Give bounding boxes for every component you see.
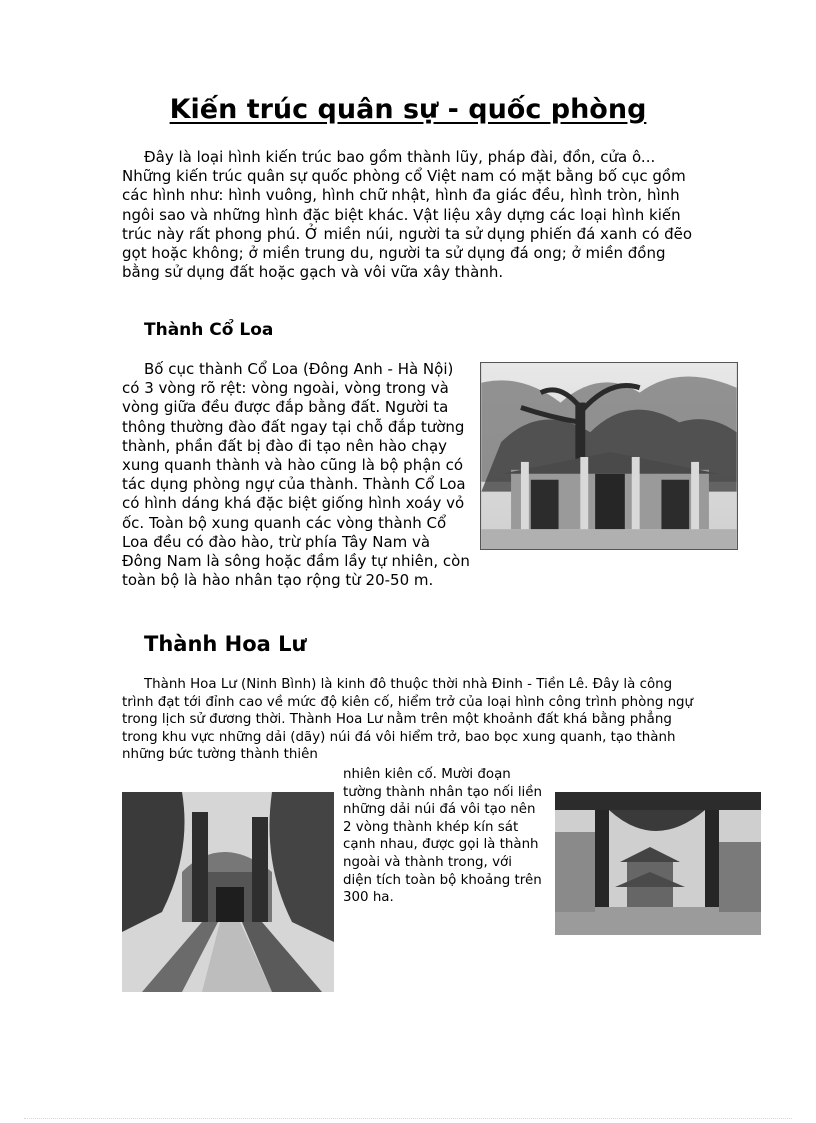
co-loa-text: Bố cục thành Cổ Loa (Đông Anh - Hà Nội) có 3 vòng rõ rệt: vòng ngoài, vòng trong và vòng giữa đều được đắp bằng đất. Người ta thông thường đào đất ngay tại chỗ đắp tường thành, phần đất bị đào đi tạo nên hào chạy xung quanh thành và hào cũng là bộ phận có tác dụng phòng ngự của thành. Thành Cổ Loa có hình dáng khá đặc biệt giống hình xoáy vỏ ốc. Toàn bộ xung quanh các vòng thành Cổ Loa đều có đào hào, trừ phía Tây Nam và Đông Nam là sông hoặc đầm lầy tự nhiên, còn toàn bộ là hào nhân tạo rộng từ 20-50 m. [122, 360, 470, 590]
section-heading-co-loa: Thành Cổ Loa [144, 320, 274, 340]
hoa-lu-paragraph-column [343, 766, 543, 907]
hoa-lu-paragraph-top [122, 676, 694, 764]
intro-paragraph [122, 148, 692, 282]
hoa-lu-right-photo [555, 792, 761, 935]
hoa-lu-left-photo [122, 792, 334, 992]
co-loa-photo [480, 362, 738, 550]
section-heading-hoa-lu: Thành Hoa Lư [144, 632, 307, 656]
bottom-dotted-rule [24, 1118, 792, 1119]
hoa-lu-text-column: nhiên kiên cố. Mười đoạn tường thành nhân tạo nối liền những dải núi đá vôi tạo nên 2 vòng thành khép kín sát cạnh nhau, được gọi là thành ngoài và thành trong, với diện tích toàn bộ khoảng trên 300 ha. [343, 767, 542, 906]
hoa-lu-text-top: Thành Hoa Lư (Ninh Bình) là kinh đô thuộc thời nhà Đinh - Tiền Lê. Đây là công trình đạt tới đỉnh cao về mức độ kiên cố, hiểm trở của loại hình công trình phòng ngự trong lịch sử đương thời. Thành Hoa Lư nằm trên một khoảnh đất khá bằng phẳng trong khu vực những dải (dãy) núi đá vôi hiểm trở, bao bọc xung quanh, tạo thành những bức tường thành thiên [122, 677, 694, 763]
hoa-lu-temple-image [555, 792, 761, 935]
page-title: Kiến trúc quân sự - quốc phòng [169, 94, 647, 125]
co-loa-gate-image [481, 363, 737, 549]
co-loa-paragraph [122, 360, 472, 590]
intro-text: Đây là loại hình kiến trúc bao gồm thành lũy, pháp đài, đồn, cửa ô... Những kiến trúc quân sự quốc phòng cổ Việt nam có mặt bằng bố cục gồm các hình như: hình vuông, hình chữ nhật, hình đa giác đều, hình tròn, hình ngôi sao và những hình đặc biệt khác. Vật liệu xây dựng các loại hình kiến trúc này rất phong phú. Ở miền núi, người ta sử dụng phiến đá xanh có đẽo gọt hoặc không; ở miền trung du, người ta sử dụng đá ong; ở miền đồng bằng sử dụng đất hoặc gạch và vôi vữa xây thành. [122, 148, 693, 282]
hoa-lu-gate-image [122, 792, 334, 992]
